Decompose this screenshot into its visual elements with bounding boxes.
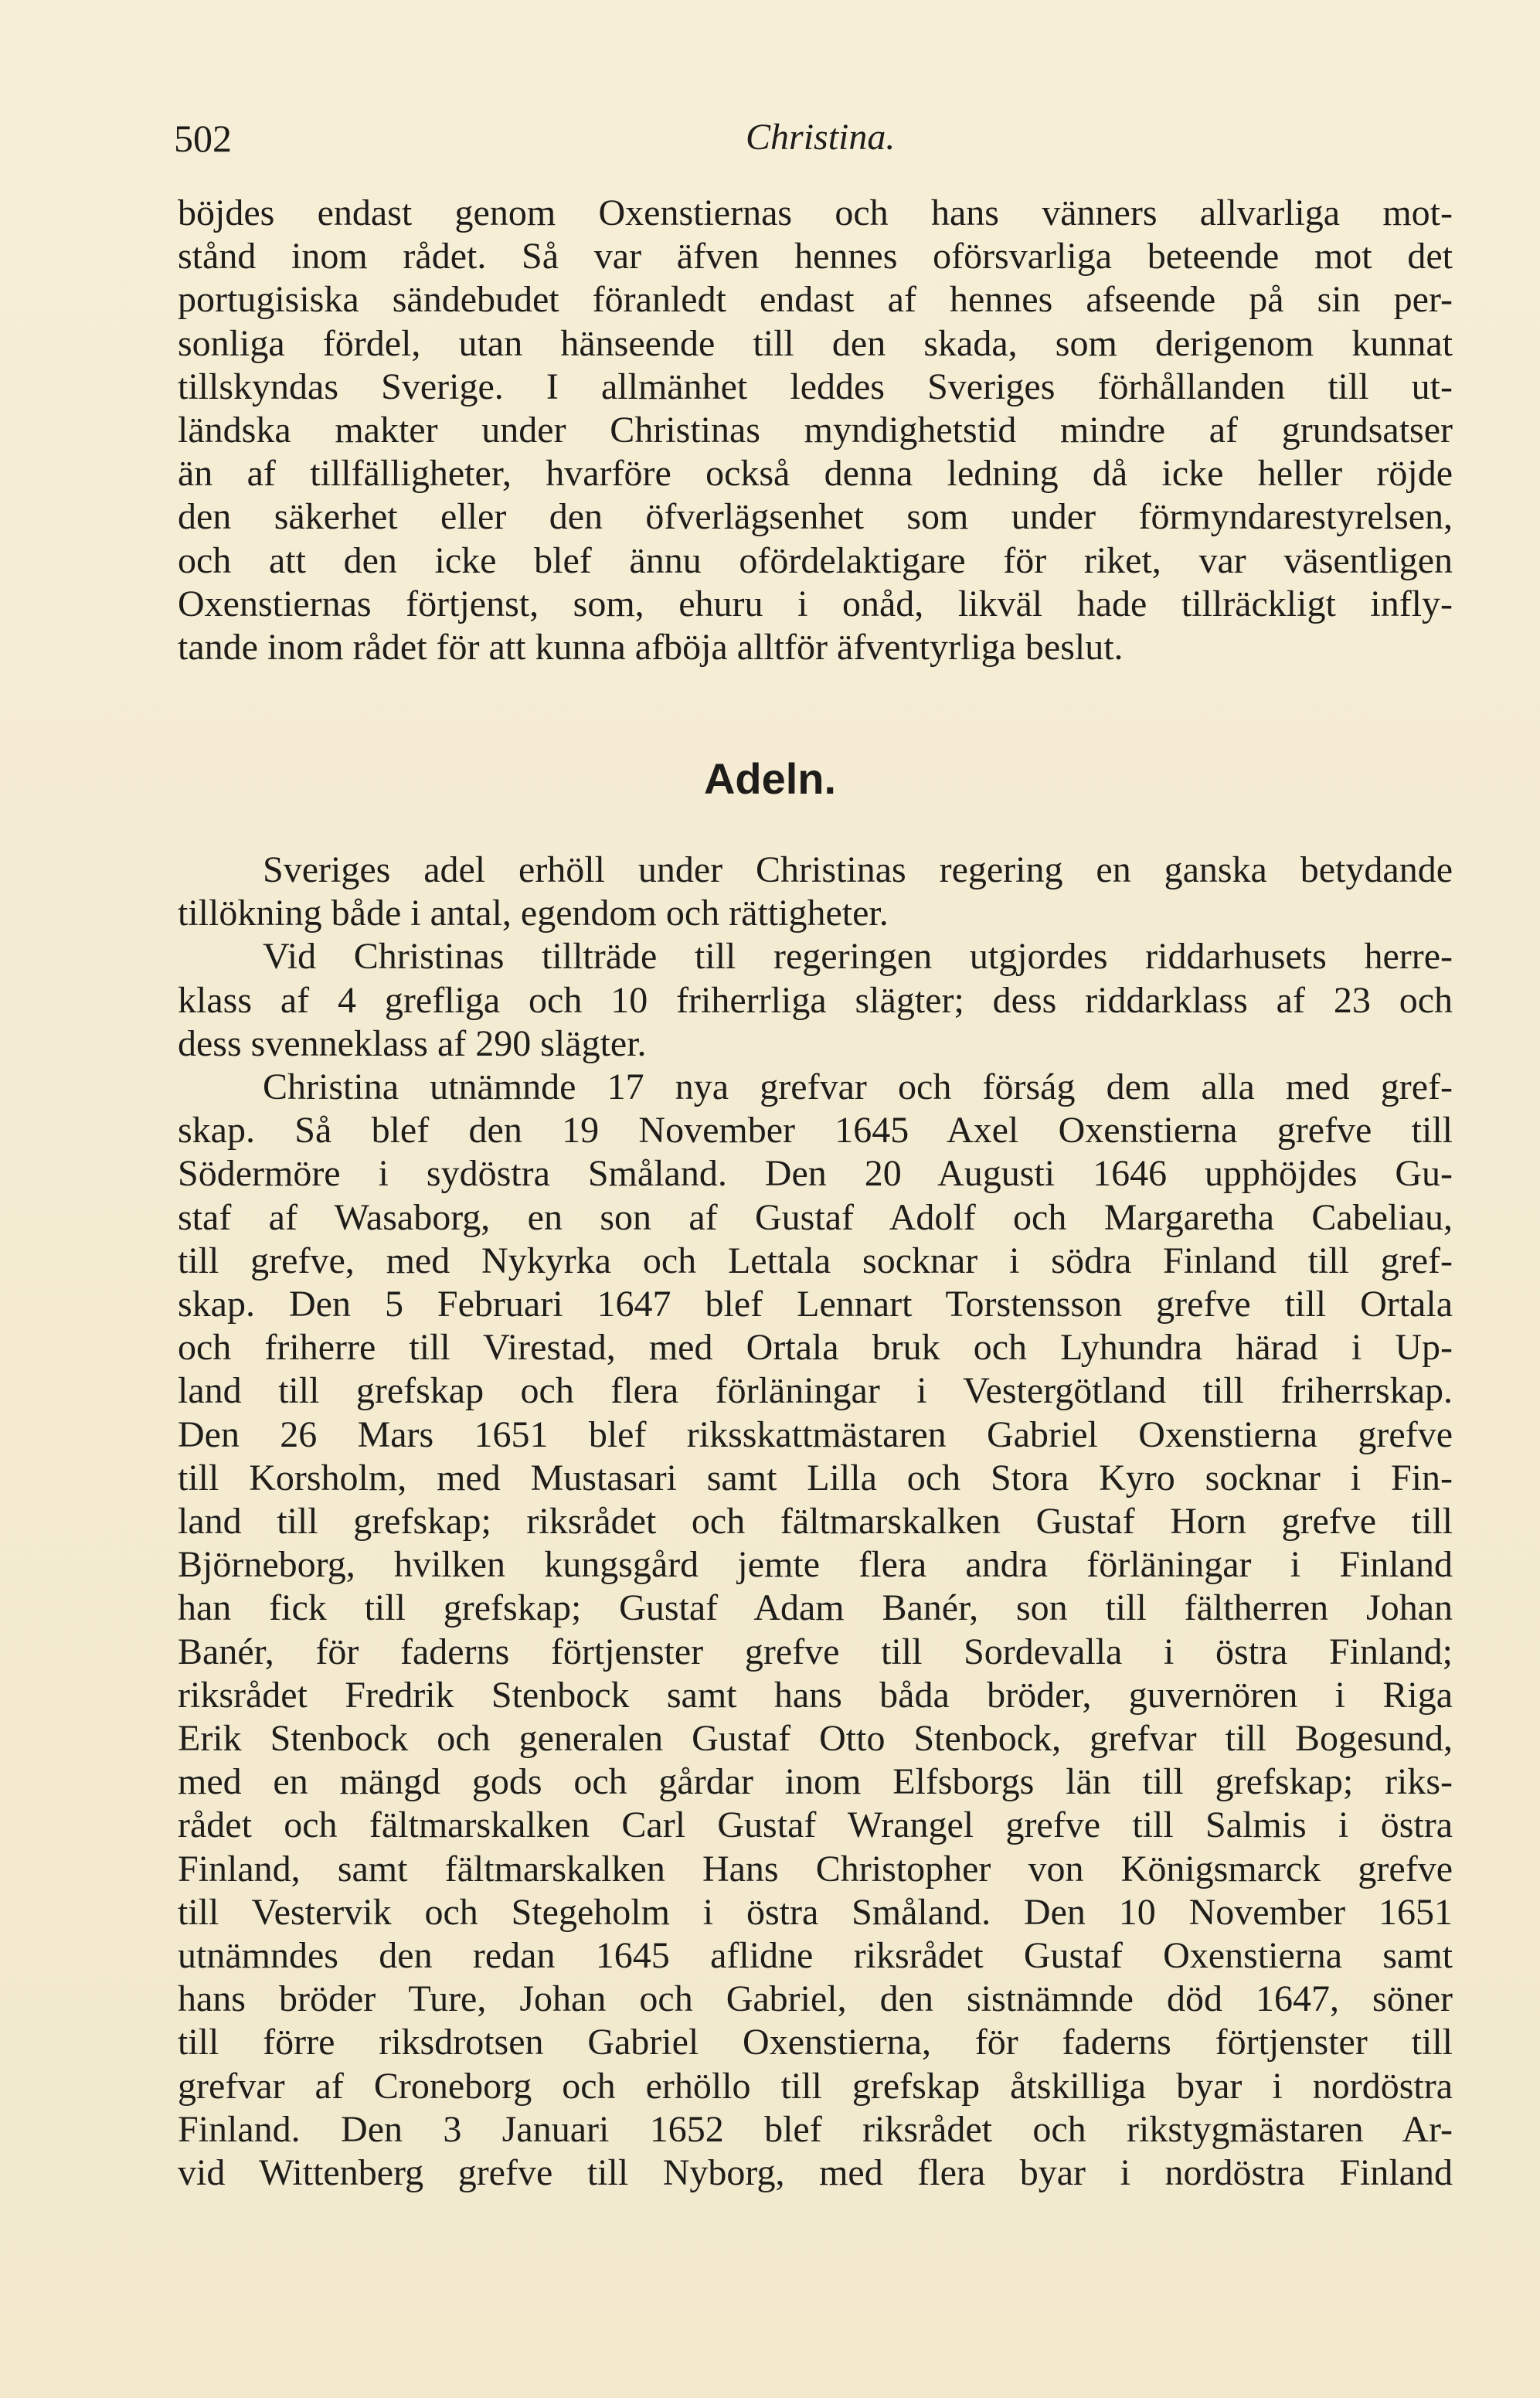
text-line: Banér, för faderns förtjenster grefve till Sordevalla i östra Finland;	[178, 1631, 1453, 1672]
text-line: tande inom rådet för att kunna afböja alltför äfventyrliga beslut.	[178, 627, 1124, 668]
text-line: Sveriges adel erhöll under Christinas regering en ganska betydande	[263, 849, 1453, 890]
page-header	[174, 116, 1453, 170]
text-line: tillökning både i antal, egendom och rättigheter.	[178, 893, 889, 934]
text-line: skap. Så blef den 19 November 1645 Axel Oxenstierna grefve till	[178, 1110, 1453, 1151]
text-line: Erik Stenbock och generalen Gustaf Otto Stenbock, grefvar till Bogesund,	[178, 1718, 1453, 1760]
text-line: grefvar af Croneborg och erhöllo till grefskap åtskilliga byar i nordöstra	[178, 2065, 1453, 2107]
text-line: till Korsholm, med Mustasari samt Lilla och Stora Kyro socknar i Fin-	[178, 1457, 1453, 1498]
paragraph-2	[178, 849, 1453, 2195]
text-line: riksrådet Fredrik Stenbock samt hans båda bröder, guvernören i Riga	[178, 1674, 1453, 1716]
text-line: stånd inom rådet. Så var äfven hennes oförsvarliga beteende mot det	[178, 236, 1453, 277]
text-line: och att den icke blef ännu ofördelaktigare för riket, var väsentligen	[178, 539, 1453, 581]
running-head: Christina.	[746, 117, 896, 158]
text-line: Finland. Den 3 Januari 1652 blef riksrådet och rikstygmästaren Ar-	[178, 2108, 1453, 2150]
text-line: Den 26 Mars 1651 blef riksskattmästaren Gabriel Oxenstierna grefve	[178, 1413, 1453, 1455]
text-line: än af tillfälligheter, hvarföre också denna ledning då icke heller röjde	[178, 453, 1453, 495]
text-line: utnämndes den redan 1645 aflidne riksrådet Gustaf Oxenstierna samt	[178, 1935, 1453, 1977]
text-line: portugisiska sändebudet föranledt endast af hennes afseende på sin per-	[178, 279, 1453, 321]
text-line: Södermöre i sydöstra Småland. Den 20 Augusti 1646 upphöjdes Gu-	[178, 1153, 1453, 1195]
page-number: 502	[174, 117, 232, 160]
text-line: och friherre till Virestad, med Ortala bruk och Lyhundra härad i Up-	[178, 1327, 1453, 1369]
text-line: till grefve, med Nykyrka och Lettala socknar i södra Finland till gref-	[178, 1240, 1453, 1281]
text-line: vid Wittenberg grefve till Nyborg, med flera byar i nordöstra Finland	[178, 2152, 1453, 2194]
text-line: med en mängd gods och gårdar inom Elfsborgs län till grefskap; riks-	[178, 1761, 1453, 1803]
text-line: han fick till grefskap; Gustaf Adam Banér, son till fältherren Johan	[178, 1587, 1453, 1629]
text-line: land till grefskap; riksrådet och fältmarskalken Gustaf Horn grefve till	[178, 1501, 1453, 1543]
text-line: tillskyndas Sverige. I allmänhet leddes Sveriges förhållanden till ut-	[178, 366, 1453, 407]
text-line: Vid Christinas tillträde till regeringen utgjordes riddarhusets herre-	[263, 936, 1453, 978]
text-line: till Vestervik och Stegeholm i östra Småland. Den 10 November 1651	[178, 1891, 1453, 1933]
text-line: ländska makter under Christinas myndighetstid mindre af grundsatser	[178, 410, 1453, 451]
text-line: till förre riksdrotsen Gabriel Oxenstierna, för faderns förtjenster till	[178, 2022, 1453, 2063]
text-line: böjdes endast genom Oxenstiernas och hans vänners allvarliga mot-	[178, 192, 1453, 233]
text-line: den säkerhet eller den öfverlägsenhet som under förmyndarestyrelsen,	[178, 496, 1453, 538]
text-line: skap. Den 5 Februari 1647 blef Lennart Torstensson grefve till Ortala	[178, 1284, 1453, 1325]
text-line: Christina utnämnde 17 nya grefvar och förság dem alla med gref-	[263, 1066, 1453, 1108]
text-line: sonliga fördel, utan hänseende till den skada, som derigenom kunnat	[178, 322, 1453, 364]
text-line: Björneborg, hvilken kungsgård jemte flera andra förläningar i Finland	[178, 1544, 1453, 1586]
text-line: Oxenstiernas förtjenst, som, ehuru i onåd, likväl hade tillräckligt infly-	[178, 583, 1453, 624]
text-line: klass af 4 grefliga och 10 friherrliga slägter; dess riddarklass af 23 och	[178, 979, 1453, 1021]
paragraph-1	[178, 192, 1453, 669]
text-line: land till grefskap och flera förläningar i Vestergötland till friherrskap.	[178, 1370, 1453, 1412]
text-line: staf af Wasaborg, en son af Gustaf Adolf och Margaretha Cabeliau,	[178, 1196, 1453, 1238]
section-heading: Adeln.	[703, 754, 837, 803]
text-line: hans bröder Ture, Johan och Gabriel, den sistnämnde död 1647, söner	[178, 1978, 1453, 2020]
text-line: dess svenneklass af 290 slägter.	[178, 1022, 647, 1064]
text-line: Finland, samt fältmarskalken Hans Christopher von Königsmarck grefve	[178, 1848, 1453, 1889]
text-line: rådet och fältmarskalken Carl Gustaf Wrangel grefve till Salmis i östra	[178, 1804, 1453, 1846]
